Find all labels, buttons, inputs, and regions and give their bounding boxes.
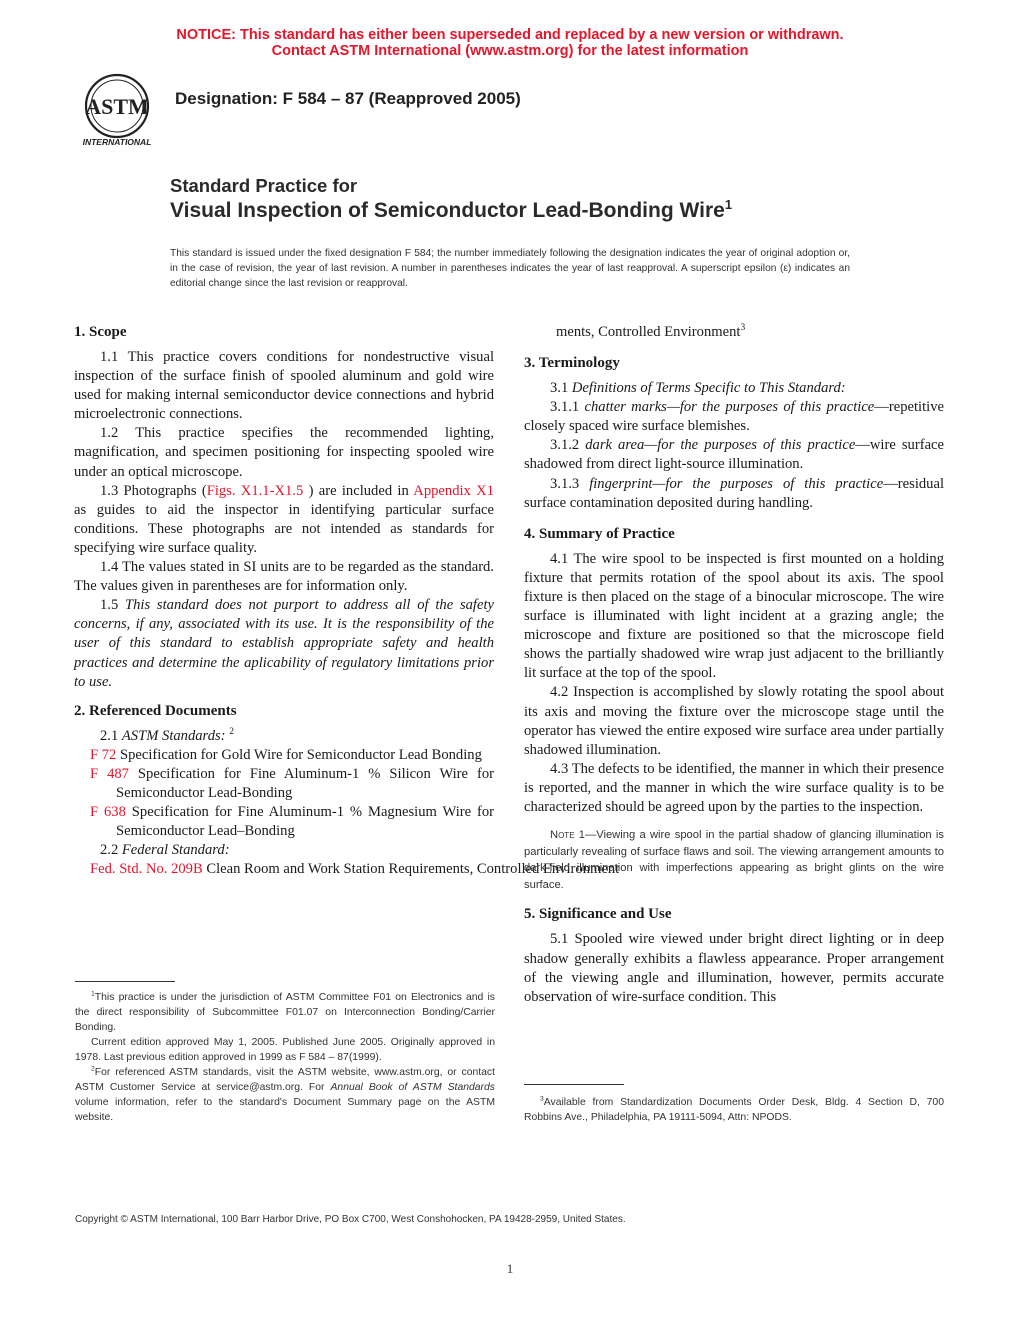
para-3-1-3-num: 3.1.3 (550, 475, 590, 492)
copyright: Copyright © ASTM International, 100 Barr Harbor Drive, PO Box C700, West Conshohocken, PA 19428-2959, United States. (75, 1214, 626, 1225)
footnote-rule-left (75, 981, 175, 982)
notice-line-1: NOTICE: This standard has either been superseded and replaced by a new version or withdrawn. (176, 27, 844, 43)
ref-text-f72: Specification for Gold Wire for Semiconductor Lead Bonding (116, 746, 482, 763)
title-sup: 1 (724, 197, 733, 212)
para-2-1-text: ASTM Standards: (121, 727, 226, 744)
ref-link-f638[interactable]: F 638 (90, 804, 126, 821)
logo-letters: ASTM (85, 94, 149, 119)
ref-item-f638 (74, 803, 494, 841)
intro-paragraph: This standard is issued under the fixed designation F 584; the number immediately following the designation indicates the year of original adoption or, in the case of revision, the year of last revision. A number in parentheses indicates the year of last reapproval. A superscript epsilon (ε) indicates an editorial change since the last revision or reapproval. (170, 248, 850, 289)
para-5-1: 5.1 Spooled wire viewed under bright direct lighting or in deep shadow generally exhibits a flawless appearance. Proper arrangement of the viewing angle and illumination, however, permits accurate observation of wire-surface condition. This (524, 931, 944, 1005)
title-line-2 (170, 199, 732, 223)
footnote-rule-right (524, 1084, 624, 1085)
para-3-1-1-term: chatter marks—for the purposes of this practice (584, 399, 875, 416)
link-figs[interactable]: Figs. X1.1-X1.5 (206, 482, 304, 499)
para-3-1-3 (524, 475, 944, 513)
footnote-1-sup: 1 (91, 990, 95, 998)
para-1-5 (74, 596, 494, 691)
para-1-5-text: This standard does not purport to address all of the safety concerns, if any, associated with its use. It is the responsibility of the user of this standard to establish appropriate safety and health practices and determine the aplicability of regulatory limitations prior to use. (74, 597, 494, 690)
fed-continuation (524, 323, 944, 342)
para-3-1 (524, 379, 944, 398)
para-1-5-num: 1.5 (100, 597, 126, 614)
notice-line-2: Contact ASTM International (www.astm.org) for the latest information (271, 43, 749, 59)
note-1 (524, 827, 944, 893)
footnote-3-text: Available from Standardization Documents Order Desk, Bldg. 4 Section D, 700 Robbins Ave., Philadelphia, PA 19111-5094, Attn: NPODS. (524, 1097, 944, 1123)
para-3-1-2 (524, 436, 944, 474)
note-1-text: —Viewing a wire spool in the partial shadow of glancing illumination is particularly revealing of surface flaws and soil. The viewing arrangement amounts to dark-field illumination with imperfections appearing as bright glints on the wire surface. (524, 829, 944, 891)
para-3-1-2-text: —wire surface shadowed from direct light-source illumination. (524, 437, 944, 473)
ref-text-f487: Specification for Fine Aluminum-1 % Silicon Wire for Semiconductor Lead-Bonding (116, 765, 494, 801)
para-3-1-2-num: 3.1.2 (550, 437, 586, 454)
ref-text-f638: Specification for Fine Aluminum-1 % Magnesium Wire for Semiconductor Lead–Bonding (116, 804, 494, 840)
link-appendix[interactable]: Appendix X1 (413, 482, 495, 499)
para-3-1-text: Definitions of Terms Specific to This Standard: (571, 380, 846, 397)
section-3-heading: 3. Terminology (524, 355, 620, 372)
right-column (524, 323, 944, 1007)
footnotes-right (524, 1095, 944, 1125)
footnote-2-b: volume information, refer to the standard's Document Summary page on the ASTM website. (75, 1097, 495, 1123)
para-1-3-a: 1.3 Photographs ( (100, 482, 207, 499)
astm-logo (72, 72, 162, 152)
section-1-heading: 1. Scope (74, 324, 127, 340)
para-4-3: 4.3 The defects to be identified, the manner in which their presence is reported, and the manner in which the wire surface quality is to be characterized should be agreed upon by the parties to the inspection. (524, 760, 944, 815)
ref-item-fed (74, 860, 620, 879)
para-1-4: 1.4 The values stated in SI units are to be regarded as the standard. The values given in parentheses are for information only. (74, 559, 494, 595)
title-line-1: Standard Practice for (170, 175, 358, 196)
para-1-3-c: as guides to aid the inspector in identifying particular surface conditions. These photographs are not intended as standards for specifying wire surface quality. (74, 501, 494, 556)
footnote-1 (75, 990, 495, 1035)
footnote-3 (524, 1095, 944, 1125)
para-2-2-text: Federal Standard: (121, 842, 230, 859)
para-3-1-2-term: dark area—for the purposes of this practice (585, 437, 856, 454)
page-number: 1 (506, 1261, 514, 1276)
footnote-2 (75, 1065, 495, 1125)
para-1-3 (74, 482, 494, 558)
para-3-1-1-num: 3.1.1 (550, 399, 585, 416)
para-2-1-sup: 2 (229, 726, 234, 737)
note-1-label: Note 1 (550, 829, 586, 842)
para-4-2: 4.2 Inspection is accomplished by slowly rotating the spool about its axis and moving the fixture over the microscope stage until the operator has viewed the entire exposed wire surface area under partially shadowed illumination. (524, 684, 944, 758)
logo-sub: INTERNATIONAL (82, 137, 152, 147)
fed-continuation-text: ments, Controlled Environment (556, 324, 741, 340)
ref-link-f487[interactable]: F 487 (90, 765, 129, 782)
para-1-3-b: ) are included in (303, 482, 414, 499)
footnotes-left (75, 990, 495, 1125)
section-4-heading: 4. Summary of Practice (524, 525, 675, 542)
section-5-heading: 5. Significance and Use (524, 906, 672, 923)
para-3-1-num: 3.1 (550, 380, 572, 397)
section-2-heading: 2. Referenced Documents (74, 702, 237, 719)
para-3-1-3-term: fingerprint—for the purposes of this practice (589, 475, 884, 492)
footnote-1b: Current edition approved May 1, 2005. Published June 2005. Originally approved in 1978. Last previous edition approved in 1999 as F 584 – 87(1999). (75, 1037, 495, 1063)
para-2-2-num: 2.2 (100, 842, 122, 859)
para-3-1-3-text: —residual surface contamination deposited during handling. (524, 475, 944, 511)
para-2-1-num: 2.1 (100, 727, 122, 744)
footnote-2-italic: Annual Book of ASTM Standards (330, 1082, 495, 1093)
ref-text-fed: Clean Room and Work Station Requirements, Controlled Environment (202, 861, 620, 878)
para-1-2: 1.2 This practice specifies the recommended lighting, magnification, and specimen positioning for inspecting spooled wire under an optical microscope. (74, 425, 494, 480)
para-3-1-1-text: —repetitive closely spaced wire surface blemishes. (524, 399, 944, 435)
astm-logo-mark (72, 72, 162, 152)
footnote-2-sup: 2 (91, 1065, 95, 1073)
ref-item-f487 (74, 765, 494, 803)
para-2-2 (74, 841, 494, 860)
footnote-1-text: This practice is under the jurisdiction of ASTM Committee F01 on Electronics and is the direct responsibility of Subcommittee F01.07 on Interconnection Bonding/Carrier Bonding. (75, 992, 495, 1033)
para-1-1: 1.1 This practice covers conditions for nondestructive visual inspection of the surface finish of spooled aluminum and gold wire used for making internal semiconductor device connections and hybrid microelectronic connections. (74, 349, 494, 423)
ref-link-f72[interactable]: F 72 (90, 746, 117, 763)
designation: Designation: F 584 – 87 (Reapproved 2005) (175, 89, 521, 108)
ref-item-f72 (74, 746, 494, 765)
fed-continuation-sup: 3 (740, 323, 746, 334)
para-2-1 (74, 727, 494, 746)
footnote-3-sup: 3 (540, 1095, 544, 1103)
para-4-1: 4.1 The wire spool to be inspected is first mounted on a holding fixture that permits rotation of the spool about its axis. The spool fixture is then placed on the stage of a binocular microscope. The wire surface is illuminated with light incident at a grazing angle; the microscope and fixture are positioned so that the microscope field shows the partially shadowed wire wrap just adjacent to the brilliantly lit surface at the top of the spool. (524, 550, 944, 682)
footnote-2-a: For referenced ASTM standards, visit the ASTM website, www.astm.org, or contact ASTM Customer Service at service@astm.org. For (75, 1067, 495, 1093)
ref-link-fed[interactable]: Fed. Std. No. 209B (90, 861, 203, 878)
title-text: Visual Inspection of Semiconductor Lead-Bonding Wire (170, 199, 725, 222)
para-3-1-1 (524, 398, 944, 436)
